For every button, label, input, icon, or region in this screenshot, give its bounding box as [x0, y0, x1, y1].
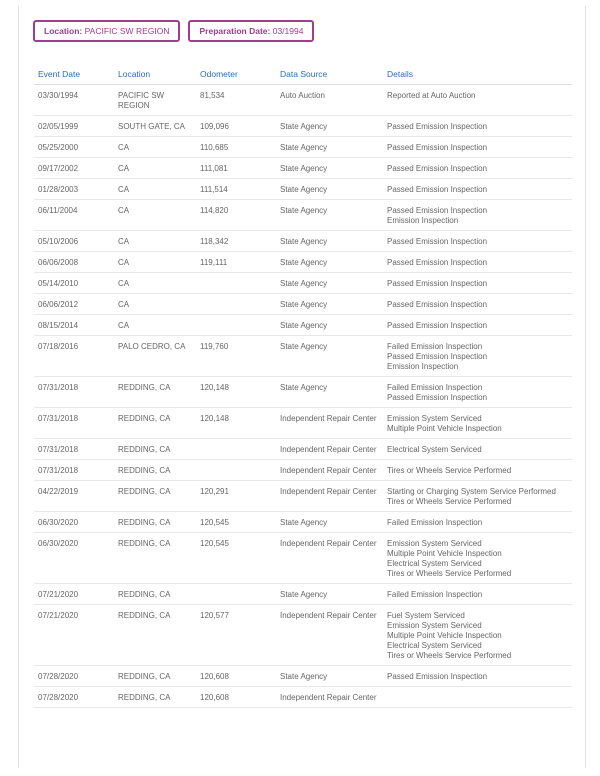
event-date-cell: 03/30/1994	[34, 85, 114, 116]
table-row	[34, 533, 572, 584]
data-source-cell: State Agency	[276, 336, 383, 377]
table-row	[34, 315, 572, 336]
table-row	[34, 158, 572, 179]
location-cell: REDDING, CA	[114, 439, 196, 460]
column-header-odometer: Odometer	[196, 63, 276, 85]
odometer-cell: 81,534	[196, 85, 276, 116]
detail-line: Passed Emission Inspection	[387, 237, 488, 246]
event-date-cell: 04/22/2019	[34, 481, 114, 512]
event-date-cell: 06/30/2020	[34, 533, 114, 584]
event-date-cell: 07/31/2018	[34, 408, 114, 439]
data-source-cell: State Agency	[276, 294, 383, 315]
table-row	[34, 137, 572, 158]
data-source-cell: Independent Repair Center	[276, 439, 383, 460]
detail-line: Passed Emission Inspection	[387, 321, 488, 330]
data-source-cell: State Agency	[276, 179, 383, 200]
event-date-cell: 06/06/2008	[34, 252, 114, 273]
detail-line: Emission System Serviced	[387, 414, 482, 423]
detail-line: Failed Emission Inspection	[387, 342, 483, 351]
detail-line: Fuel System Serviced	[387, 611, 465, 620]
detail-line: Passed Emission Inspection	[387, 164, 488, 173]
odometer-cell: 110,685	[196, 137, 276, 158]
detail-line: Electrical System Serviced	[387, 559, 482, 568]
details-cell	[383, 533, 572, 584]
column-header-details: Details	[383, 63, 572, 85]
data-source-cell: State Agency	[276, 231, 383, 252]
data-source-cell: State Agency	[276, 666, 383, 687]
data-source-cell: Independent Repair Center	[276, 460, 383, 481]
event-date-cell: 07/21/2020	[34, 584, 114, 605]
location-cell: REDDING, CA	[114, 666, 196, 687]
odometer-cell: 118,342	[196, 231, 276, 252]
preparation-date-value: 03/1994	[272, 26, 304, 36]
location-cell: CA	[114, 137, 196, 158]
location-cell: CA	[114, 158, 196, 179]
data-source-cell: State Agency	[276, 512, 383, 533]
table-row	[34, 666, 572, 687]
odometer-cell: 120,291	[196, 481, 276, 512]
location-cell: CA	[114, 179, 196, 200]
details-cell	[383, 252, 572, 273]
location-cell: REDDING, CA	[114, 460, 196, 481]
detail-line: Passed Emission Inspection	[387, 672, 488, 681]
event-date-cell: 08/15/2014	[34, 315, 114, 336]
details-cell	[383, 116, 572, 137]
data-source-cell: State Agency	[276, 315, 383, 336]
location-cell: PALO CEDRO, CA	[114, 336, 196, 377]
location-cell: CA	[114, 315, 196, 336]
details-cell	[383, 179, 572, 200]
detail-line: Passed Emission Inspection	[387, 393, 488, 402]
event-date-cell: 07/21/2020	[34, 605, 114, 666]
detail-line: Passed Emission Inspection	[387, 143, 488, 152]
table-row	[34, 460, 572, 481]
detail-line: Passed Emission Inspection	[387, 279, 488, 288]
location-cell: REDDING, CA	[114, 584, 196, 605]
table-row	[34, 687, 572, 708]
odometer-cell: 111,514	[196, 179, 276, 200]
location-cell: CA	[114, 231, 196, 252]
location-cell: REDDING, CA	[114, 605, 196, 666]
data-source-cell: Independent Repair Center	[276, 408, 383, 439]
odometer-cell: 120,545	[196, 512, 276, 533]
detail-line: Multiple Point Vehicle Inspection	[387, 631, 502, 640]
odometer-cell	[196, 584, 276, 605]
data-source-cell: State Agency	[276, 158, 383, 179]
location-label: Location:	[44, 26, 83, 36]
column-header-location: Location	[114, 63, 196, 85]
odometer-cell	[196, 273, 276, 294]
table-row	[34, 179, 572, 200]
data-source-cell: Independent Repair Center	[276, 533, 383, 584]
table-row	[34, 481, 572, 512]
details-cell	[383, 294, 572, 315]
detail-line: Passed Emission Inspection	[387, 122, 488, 131]
odometer-cell: 120,148	[196, 408, 276, 439]
detail-line: Emission Inspection	[387, 362, 459, 371]
table-row	[34, 85, 572, 116]
table-row	[34, 377, 572, 408]
vehicle-history-card	[18, 6, 586, 768]
table-row	[34, 512, 572, 533]
event-date-cell: 07/28/2020	[34, 666, 114, 687]
table-row	[34, 605, 572, 666]
location-cell: CA	[114, 200, 196, 231]
event-date-cell: 06/30/2020	[34, 512, 114, 533]
odometer-cell: 120,545	[196, 533, 276, 584]
detail-line: Tires or Wheels Service Performed	[387, 651, 512, 660]
data-source-cell: State Agency	[276, 273, 383, 294]
details-cell	[383, 687, 572, 708]
data-source-cell: State Agency	[276, 377, 383, 408]
event-date-cell: 05/10/2006	[34, 231, 114, 252]
detail-line: Emission Inspection	[387, 216, 459, 225]
details-cell	[383, 666, 572, 687]
odometer-cell	[196, 439, 276, 460]
event-date-cell: 07/31/2018	[34, 460, 114, 481]
table-header-row	[34, 63, 572, 85]
event-date-cell: 09/17/2002	[34, 158, 114, 179]
data-source-cell: State Agency	[276, 137, 383, 158]
location-cell: REDDING, CA	[114, 512, 196, 533]
details-cell	[383, 231, 572, 252]
detail-line: Reported at Auto Auction	[387, 91, 476, 100]
details-cell	[383, 512, 572, 533]
table-row	[34, 336, 572, 377]
details-cell	[383, 439, 572, 460]
table-row	[34, 408, 572, 439]
event-date-cell: 07/28/2020	[34, 687, 114, 708]
details-cell	[383, 336, 572, 377]
details-cell	[383, 85, 572, 116]
event-date-cell: 07/31/2018	[34, 377, 114, 408]
details-cell	[383, 481, 572, 512]
data-source-cell: State Agency	[276, 584, 383, 605]
detail-line: Failed Emission Inspection	[387, 518, 483, 527]
data-source-cell: Independent Repair Center	[276, 481, 383, 512]
details-cell	[383, 377, 572, 408]
odometer-cell: 120,608	[196, 666, 276, 687]
odometer-cell	[196, 294, 276, 315]
data-source-cell: State Agency	[276, 200, 383, 231]
odometer-cell: 119,760	[196, 336, 276, 377]
detail-line: Tires or Wheels Service Performed	[387, 497, 512, 506]
detail-line: Tires or Wheels Service Performed	[387, 466, 512, 475]
table-row	[34, 273, 572, 294]
event-date-cell: 06/06/2012	[34, 294, 114, 315]
header-badges	[33, 20, 314, 42]
table-row	[34, 231, 572, 252]
detail-line: Starting or Charging System Service Performed	[387, 487, 556, 496]
table-row	[34, 200, 572, 231]
detail-line: Emission System Serviced	[387, 539, 482, 548]
data-source-cell: State Agency	[276, 252, 383, 273]
details-cell	[383, 460, 572, 481]
detail-line: Passed Emission Inspection	[387, 352, 488, 361]
table-row	[34, 252, 572, 273]
odometer-cell	[196, 460, 276, 481]
location-cell: REDDING, CA	[114, 687, 196, 708]
preparation-date-badge	[188, 20, 314, 42]
odometer-cell: 119,111	[196, 252, 276, 273]
odometer-cell: 120,148	[196, 377, 276, 408]
location-cell: REDDING, CA	[114, 377, 196, 408]
detail-line: Passed Emission Inspection	[387, 185, 488, 194]
detail-line: Passed Emission Inspection	[387, 206, 488, 215]
odometer-cell	[196, 315, 276, 336]
event-date-cell: 06/11/2004	[34, 200, 114, 231]
event-date-cell: 07/18/2016	[34, 336, 114, 377]
table-row	[34, 294, 572, 315]
odometer-cell: 111,081	[196, 158, 276, 179]
details-cell	[383, 605, 572, 666]
odometer-cell: 109,096	[196, 116, 276, 137]
event-date-cell: 01/28/2003	[34, 179, 114, 200]
data-source-cell: Independent Repair Center	[276, 687, 383, 708]
details-cell	[383, 584, 572, 605]
table-row	[34, 116, 572, 137]
detail-line: Passed Emission Inspection	[387, 258, 488, 267]
detail-line: Multiple Point Vehicle Inspection	[387, 549, 502, 558]
event-date-cell: 02/05/1999	[34, 116, 114, 137]
location-cell: CA	[114, 294, 196, 315]
details-cell	[383, 273, 572, 294]
detail-line: Emission System Serviced	[387, 621, 482, 630]
location-cell: CA	[114, 252, 196, 273]
data-source-cell: State Agency	[276, 116, 383, 137]
location-cell: REDDING, CA	[114, 533, 196, 584]
preparation-date-label: Preparation Date:	[199, 26, 271, 36]
odometer-cell: 120,577	[196, 605, 276, 666]
odometer-cell: 114,820	[196, 200, 276, 231]
event-date-cell: 07/31/2018	[34, 439, 114, 460]
detail-line: Failed Emission Inspection	[387, 383, 483, 392]
table-row	[34, 584, 572, 605]
detail-line: Multiple Point Vehicle Inspection	[387, 424, 502, 433]
detail-line: Failed Emission Inspection	[387, 590, 483, 599]
detail-line: Electrical System Serviced	[387, 641, 482, 650]
column-header-event-date: Event Date	[34, 63, 114, 85]
data-source-cell: Independent Repair Center	[276, 605, 383, 666]
details-cell	[383, 200, 572, 231]
details-cell	[383, 408, 572, 439]
location-cell: PACIFIC SW REGION	[114, 85, 196, 116]
table-row	[34, 439, 572, 460]
details-cell	[383, 315, 572, 336]
location-cell: REDDING, CA	[114, 481, 196, 512]
details-cell	[383, 158, 572, 179]
location-cell: CA	[114, 273, 196, 294]
location-cell: SOUTH GATE, CA	[114, 116, 196, 137]
details-cell	[383, 137, 572, 158]
location-cell: REDDING, CA	[114, 408, 196, 439]
event-history-table	[34, 63, 572, 708]
event-date-cell: 05/14/2010	[34, 273, 114, 294]
table-body	[34, 85, 572, 708]
location-badge	[33, 20, 180, 42]
event-date-cell: 05/25/2000	[34, 137, 114, 158]
detail-line: Tires or Wheels Service Performed	[387, 569, 512, 578]
column-header-data-source: Data Source	[276, 63, 383, 85]
odometer-cell: 120,608	[196, 687, 276, 708]
data-source-cell: Auto Auction	[276, 85, 383, 116]
location-value: PACIFIC SW REGION	[84, 26, 170, 36]
detail-line: Passed Emission Inspection	[387, 300, 488, 309]
detail-line: Electrical System Serviced	[387, 445, 482, 454]
